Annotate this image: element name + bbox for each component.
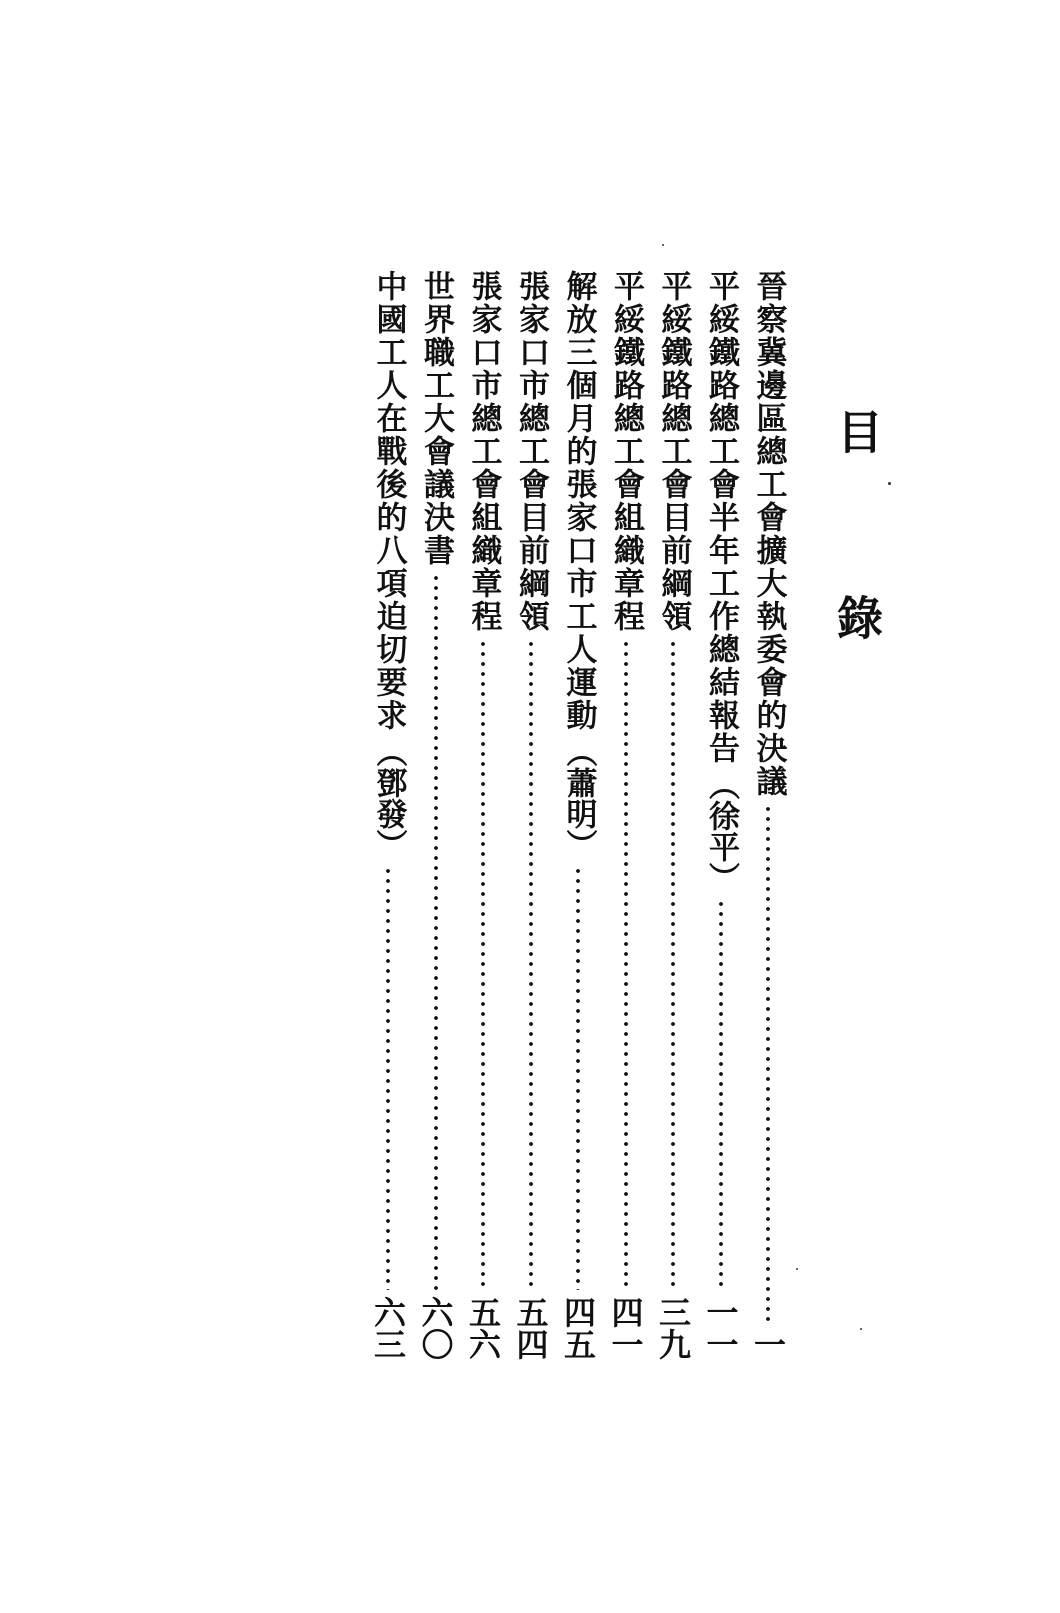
toc-entry-page: 一一 xyxy=(701,1296,740,1360)
toc-entry-title: 張家口市總工會組織章程 xyxy=(465,270,502,633)
toc-entry-title: 中國工人在戰後的八項迫切要求 xyxy=(370,270,407,732)
toc-entry[interactable] xyxy=(653,270,693,1360)
toc-entry[interactable] xyxy=(701,270,741,1360)
toc-entry[interactable] xyxy=(416,270,456,1360)
dot-leader xyxy=(670,639,676,1290)
toc-entry-author: （鄧發） xyxy=(370,736,407,860)
toc-entry-author: （徐平） xyxy=(703,769,739,893)
toc-entry-title: 晉察冀邊區總工會擴大執委會的決議 xyxy=(750,270,787,798)
dot-leader xyxy=(433,573,439,1290)
dot-leader xyxy=(528,639,534,1290)
dot-leader xyxy=(765,804,771,1322)
toc-heading: 目錄 xyxy=(830,408,884,780)
dot-leader xyxy=(623,639,629,1290)
toc-entry-page: 一 xyxy=(749,1328,787,1360)
print-speck xyxy=(888,482,891,485)
toc-entry-page: 四五 xyxy=(559,1296,597,1360)
toc-entry-title: 世界職工大會議決書 xyxy=(418,270,454,567)
toc-entry-title: 平綏鐵路總工會半年工作總結報告 xyxy=(703,270,739,765)
toc-entry[interactable] xyxy=(748,270,788,1360)
dot-leader xyxy=(718,899,724,1290)
toc-entry-page: 三九 xyxy=(654,1296,692,1360)
toc-entry-page: 五四 xyxy=(511,1296,550,1360)
toc-entry[interactable] xyxy=(606,270,646,1360)
toc-entry-title: 解放三個月的張家口市工人運動 xyxy=(560,270,597,732)
toc-entry-page: 六〇 xyxy=(416,1296,455,1360)
dot-leader xyxy=(385,866,391,1290)
toc-entries xyxy=(368,270,788,1360)
dot-leader xyxy=(480,639,486,1290)
toc-entry-page: 四一 xyxy=(606,1296,645,1360)
dot-leader xyxy=(575,866,581,1290)
print-speck xyxy=(860,1328,862,1330)
print-speck xyxy=(796,1268,798,1270)
toc-entry-page: 六三 xyxy=(369,1296,407,1360)
toc-entry-title: 平綏鐵路總工會目前綱領 xyxy=(655,270,692,633)
toc-entry[interactable] xyxy=(368,270,408,1360)
toc-entry-author: （蕭明） xyxy=(560,736,597,860)
toc-entry-title: 平綏鐵路總工會組織章程 xyxy=(608,270,644,633)
toc-entry-title: 張家口市總工會目前綱領 xyxy=(513,270,549,633)
toc-entry[interactable] xyxy=(558,270,598,1360)
toc-entry[interactable] xyxy=(463,270,503,1360)
toc-entry-page: 五六 xyxy=(464,1296,502,1360)
print-speck xyxy=(662,244,664,246)
toc-entry[interactable] xyxy=(511,270,551,1360)
